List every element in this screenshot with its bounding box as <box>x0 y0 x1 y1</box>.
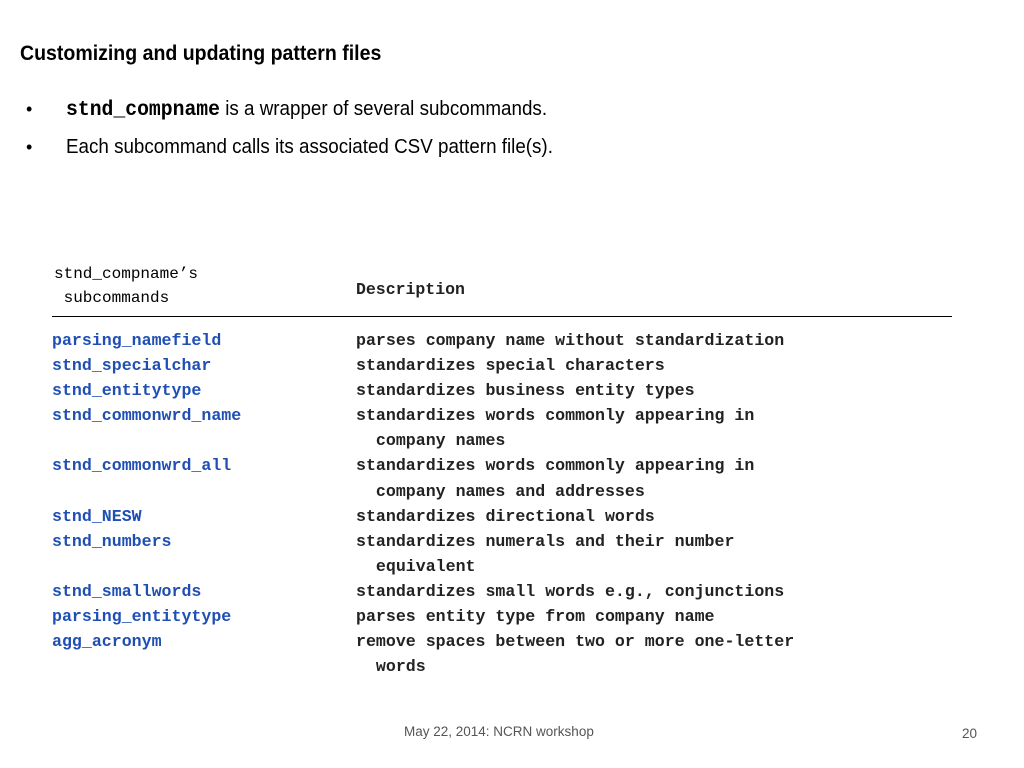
table-row <box>0 604 1024 629</box>
subcommand-description: remove spaces between two or more one-letter words <box>356 632 795 677</box>
subcommand-name: parsing_entitytype <box>52 607 232 627</box>
subcommand-description: parses company name without standardization <box>356 331 785 350</box>
table-row <box>0 328 1024 353</box>
subcommand-name: stnd_numbers <box>52 531 172 551</box>
subcommand-description: standardizes directional words <box>356 506 655 526</box>
subcommand-description: standardizes special characters <box>356 356 665 376</box>
bullet-list <box>26 98 584 174</box>
table-row <box>0 529 1024 579</box>
subcommand-name: stnd_NESW <box>52 506 142 526</box>
subcommand-name: stnd_commonwrd_name <box>52 406 242 426</box>
table-row <box>0 579 1024 604</box>
bullet-item <box>26 98 584 136</box>
subcommand-name: stnd_entitytype <box>52 381 202 401</box>
bullet-item <box>26 136 584 174</box>
subcommand-name: stnd_smallwords <box>52 581 202 601</box>
bullet-code-term: stnd_compname <box>66 99 220 122</box>
table-header-rule <box>52 316 952 317</box>
subcommand-description: parses entity type from company name <box>356 607 715 627</box>
table-row <box>0 378 1024 403</box>
slide-title: Customizing and updating pattern files <box>20 42 382 65</box>
bullet-marker: • <box>26 137 33 157</box>
subcommand-name: stnd_commonwrd_all <box>52 456 232 476</box>
subcommand-description: standardizes business entity types <box>356 381 695 401</box>
bullet-text <box>66 98 547 122</box>
footer-text: May 22, 2014: NCRN workshop <box>404 724 594 739</box>
table-row <box>0 353 1024 378</box>
table-row <box>0 504 1024 529</box>
subcommand-description: standardizes small words e.g., conjunctions <box>356 581 785 601</box>
bullet-text: Each subcommand calls its associated CSV pattern file(s). <box>66 136 553 158</box>
table-header-description: Description <box>356 280 465 299</box>
table-header-subcommands: stnd_compname’s subcommands <box>54 265 199 307</box>
subcommand-name: parsing_namefield <box>52 331 222 350</box>
subcommand-description: standardizes words commonly appearing in company names and addresses <box>356 456 755 501</box>
table-row <box>0 629 1024 679</box>
subcommand-table <box>0 328 1024 679</box>
bullet-text-rest: is a wrapper of several subcommands. <box>219 98 548 120</box>
subcommand-name: agg_acronym <box>52 632 162 652</box>
subcommand-name: stnd_specialchar <box>52 356 212 376</box>
table-row <box>0 403 1024 453</box>
page-number: 20 <box>962 726 978 741</box>
subcommand-description: standardizes words commonly appearing in company names <box>356 406 755 451</box>
table-row <box>0 453 1024 503</box>
bullet-marker: • <box>26 99 33 119</box>
subcommand-description: standardizes numerals and their number equivalent <box>356 531 735 576</box>
